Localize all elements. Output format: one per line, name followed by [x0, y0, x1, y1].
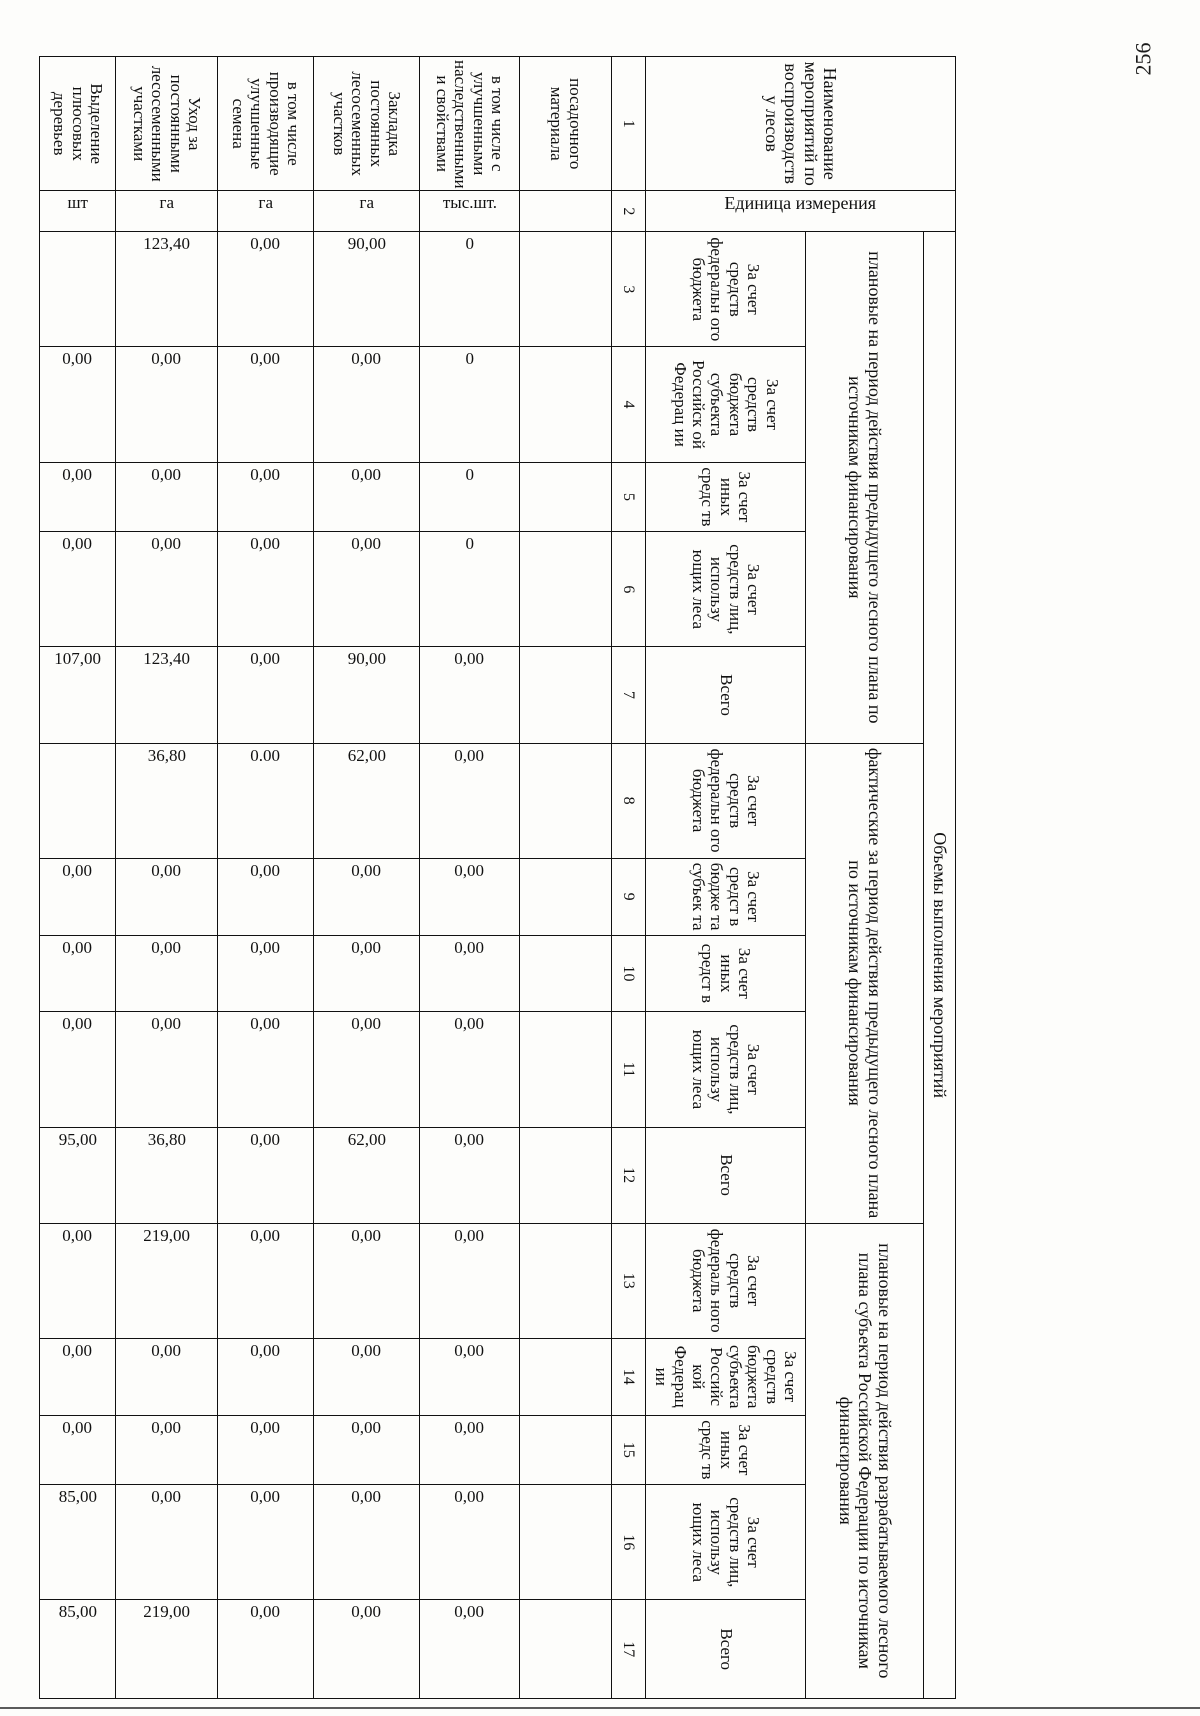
row-value-cell [314, 1223, 420, 1338]
header-fact-col: За счет иных средст в [646, 935, 806, 1012]
row-value-cell [116, 1600, 218, 1699]
row-value-cell [314, 462, 420, 532]
row-value: 0,00 [454, 1014, 485, 1034]
row-value-cell [420, 462, 520, 532]
header-unit-col [646, 191, 956, 232]
row-value-cell [420, 347, 520, 462]
column-number: 1 [612, 57, 646, 191]
row-unit-cell [520, 191, 612, 232]
header-prev-col: За счет средств федеральн ого бюджета [646, 232, 806, 347]
table-row [218, 57, 314, 1699]
row-value: 123,40 [143, 234, 190, 254]
row-value-cell [520, 347, 612, 462]
row-value-cell [116, 1012, 218, 1127]
row-value-cell [40, 347, 116, 462]
header-prev-col: За счет средств бюджета субъекта Российск ой Федерац ии [646, 347, 806, 462]
row-value: 0,00 [351, 534, 382, 554]
header-group-fact: фактические за период действия предыдущего лесного плана по источникам финансирования [806, 743, 924, 1223]
row-value: 0,00 [454, 1225, 485, 1245]
row-value-cell [116, 1223, 218, 1338]
row-value: 0,00 [151, 349, 182, 369]
row-value: 0,00 [250, 1417, 281, 1437]
header-new-col: Всего [646, 1600, 806, 1699]
header-unit-label: Единица измерения [724, 193, 877, 214]
row-value: 90,00 [347, 649, 386, 669]
row-value-cell [420, 232, 520, 347]
row-value: 0,00 [454, 860, 485, 880]
row-value: 0,00 [151, 1014, 182, 1034]
row-value-cell [420, 1223, 520, 1338]
row-value: 0,00 [250, 1225, 281, 1245]
column-number: 6 [612, 532, 646, 647]
row-value-cell [40, 532, 116, 647]
row-value-cell [218, 1223, 314, 1338]
row-value-cell [420, 743, 520, 858]
row-value: 0,00 [454, 745, 485, 765]
row-value: 0,00 [250, 1129, 281, 1149]
row-value-cell [420, 1127, 520, 1223]
table-row [314, 57, 420, 1699]
row-value: 0,00 [351, 1487, 382, 1507]
header-prev-col: За счет средств лиц, использу ющих леса [646, 532, 806, 647]
row-unit: шт [67, 193, 88, 213]
row-value-cell [520, 462, 612, 532]
header-fact-col: Всего [646, 1127, 806, 1223]
row-value-cell [218, 462, 314, 532]
row-value-cell [40, 1223, 116, 1338]
row-value-cell [520, 1012, 612, 1127]
table-row [520, 57, 612, 1699]
row-value-cell [520, 743, 612, 858]
row-value-cell [116, 532, 218, 647]
row-value-cell [40, 1338, 116, 1415]
row-value: 0,00 [151, 534, 182, 554]
row-value-cell [218, 1338, 314, 1415]
row-value-cell [116, 647, 218, 743]
table-row [420, 57, 520, 1699]
row-unit: га [258, 193, 273, 213]
row-value-cell [116, 1485, 218, 1600]
row-value: 0,00 [250, 1487, 281, 1507]
row-unit-cell [40, 191, 116, 232]
row-value-cell [116, 1338, 218, 1415]
row-value: 219,00 [143, 1225, 190, 1245]
row-value-cell [218, 1485, 314, 1600]
row-value-cell [420, 858, 520, 935]
header-fact-col: За счет средст в бюдже та субъек та [646, 858, 806, 935]
row-measure-name: в том числе с улучшенными наследственными и свойствами [420, 57, 520, 191]
row-unit-cell [116, 191, 218, 232]
row-value: 0,00 [454, 1602, 485, 1622]
row-value: 0,00 [454, 1340, 485, 1360]
header-new-col: За счет средств бюджета субъекта Российс кой Федерац ии [646, 1338, 806, 1415]
row-value: 0,00 [250, 649, 281, 669]
row-value-cell [520, 232, 612, 347]
row-value-cell [314, 1600, 420, 1699]
row-value-cell [314, 532, 420, 647]
row-value: 0,00 [351, 1225, 382, 1245]
row-value-cell [520, 1415, 612, 1485]
column-number: 9 [612, 858, 646, 935]
row-value-cell [420, 1012, 520, 1127]
row-value: 36,80 [147, 745, 186, 765]
row-value-cell [314, 232, 420, 347]
row-value-cell [420, 1415, 520, 1485]
row-unit: га [159, 193, 174, 213]
page-number: 256 [1130, 42, 1156, 76]
row-value: 0,00 [250, 534, 281, 554]
row-value-cell [116, 935, 218, 1012]
row-value-cell [116, 743, 218, 858]
row-value-cell [314, 1415, 420, 1485]
row-value-cell [314, 1127, 420, 1223]
row-value: 0,00 [151, 1417, 182, 1437]
row-value-cell [520, 1338, 612, 1415]
row-value-cell [314, 743, 420, 858]
row-value-cell [520, 1600, 612, 1699]
row-value-cell [520, 647, 612, 743]
row-value: 0,00 [250, 860, 281, 880]
row-value: 0,00 [351, 464, 382, 484]
row-value-cell [314, 1012, 420, 1127]
row-value: 0,00 [351, 1014, 382, 1034]
row-value: 85,00 [58, 1487, 97, 1507]
column-number: 8 [612, 743, 646, 858]
row-value-cell [40, 647, 116, 743]
measures-table [39, 56, 956, 1699]
column-number: 4 [612, 347, 646, 462]
column-number: 7 [612, 647, 646, 743]
row-value-cell [40, 1485, 116, 1600]
row-value-cell [520, 1485, 612, 1600]
row-value-cell [314, 647, 420, 743]
row-value-cell [218, 1415, 314, 1485]
row-value-cell [520, 858, 612, 935]
row-value: 95,00 [58, 1129, 97, 1149]
column-number: 12 [612, 1127, 646, 1223]
column-number: 10 [612, 935, 646, 1012]
row-value: 219,00 [143, 1602, 190, 1622]
column-index-row [612, 57, 646, 1699]
row-unit-cell [314, 191, 420, 232]
row-measure-name: Закладка постоянных лесосеменных участков [314, 57, 420, 191]
row-value: 0,00 [351, 349, 382, 369]
row-value-cell [218, 858, 314, 935]
row-unit-cell [420, 191, 520, 232]
row-value: 0,00 [351, 1602, 382, 1622]
column-number: 2 [612, 191, 646, 232]
header-new-col: За счет средств лиц, использу ющих леса [646, 1485, 806, 1600]
row-value-cell [420, 1485, 520, 1600]
table-row [116, 57, 218, 1699]
header-fact-col: За счет средств лиц, использу ющих леса [646, 1012, 806, 1127]
row-value: 0,00 [151, 1487, 182, 1507]
row-value: 0,00 [62, 860, 93, 880]
row-value: 0,00 [454, 1417, 485, 1437]
row-value-cell [40, 1600, 116, 1699]
header-prev-col: За счет иных средс тв [646, 462, 806, 532]
row-value: 0,00 [454, 649, 485, 669]
row-value: 0,00 [250, 234, 281, 254]
row-value: 0,00 [62, 534, 93, 554]
row-value: 0 [465, 464, 474, 484]
row-value: 0,00 [250, 1014, 281, 1034]
column-number: 16 [612, 1485, 646, 1600]
column-number: 17 [612, 1600, 646, 1699]
header-group-new-plan: плановые на период действия разрабатываемого лесного плана субъекта Российской Федерации по источникам финансирования [806, 1223, 924, 1698]
row-unit: тыс.шт. [442, 193, 497, 213]
row-value-cell [116, 462, 218, 532]
row-value-cell [218, 232, 314, 347]
row-value-cell [420, 647, 520, 743]
row-value: 0,00 [62, 1225, 93, 1245]
column-number: 14 [612, 1338, 646, 1415]
row-value: 0,00 [151, 1340, 182, 1360]
row-value: 0,00 [62, 937, 93, 957]
row-value: 0,00 [250, 1602, 281, 1622]
header-new-col: За счет иных средс тв [646, 1415, 806, 1485]
row-value-cell [218, 347, 314, 462]
row-value: 0,00 [454, 1129, 485, 1149]
row-value-cell [314, 1485, 420, 1600]
row-value-cell [218, 743, 314, 858]
row-value: 0,00 [62, 1014, 93, 1034]
row-value-cell [218, 1012, 314, 1127]
row-measure-name: посадочного материала [520, 57, 612, 191]
row-value-cell [116, 1127, 218, 1223]
column-number: 3 [612, 232, 646, 347]
row-value: 123,40 [143, 649, 190, 669]
row-value: 36,80 [147, 1129, 186, 1149]
row-value-cell [314, 347, 420, 462]
row-value-cell [116, 232, 218, 347]
column-number: 5 [612, 462, 646, 532]
row-value-cell [40, 935, 116, 1012]
row-value-cell [520, 1127, 612, 1223]
row-value-cell [218, 1127, 314, 1223]
row-value-cell [520, 935, 612, 1012]
row-value: 85,00 [58, 1602, 97, 1622]
row-value-cell [420, 1600, 520, 1699]
row-value: 0,00 [351, 1340, 382, 1360]
row-value: 0,00 [250, 464, 281, 484]
row-value-cell [40, 1415, 116, 1485]
row-value-cell [40, 462, 116, 532]
row-value: 0,00 [250, 349, 281, 369]
row-value: 0.00 [250, 745, 281, 765]
header-prev-col: Всего [646, 647, 806, 743]
row-value: 0,00 [151, 937, 182, 957]
row-value: 107,00 [54, 649, 101, 669]
row-value-cell [116, 347, 218, 462]
row-value-cell [40, 232, 116, 347]
row-value: 0,00 [62, 349, 93, 369]
header-new-col: За счет средств федераль ного бюджета [646, 1223, 806, 1338]
row-value-cell [314, 858, 420, 935]
row-value-cell [116, 1415, 218, 1485]
row-unit: га [359, 193, 374, 213]
row-value: 0,00 [151, 860, 182, 880]
row-value-cell [520, 1223, 612, 1338]
column-number: 11 [612, 1012, 646, 1127]
row-value: 90,00 [347, 234, 386, 254]
row-value-cell [40, 1012, 116, 1127]
row-value-cell [40, 858, 116, 935]
row-value-cell [218, 532, 314, 647]
row-unit-cell [218, 191, 314, 232]
row-value: 0,00 [351, 860, 382, 880]
row-value: 0,00 [454, 1487, 485, 1507]
row-value-cell [218, 647, 314, 743]
row-measure-name: в том числе производящие улучшенные семена [218, 57, 314, 191]
row-value-cell [420, 532, 520, 647]
column-number: 15 [612, 1415, 646, 1485]
row-value: 62,00 [347, 1129, 386, 1149]
column-number: 13 [612, 1223, 646, 1338]
row-value-cell [314, 935, 420, 1012]
row-value-cell [40, 1127, 116, 1223]
row-value-cell [218, 1600, 314, 1699]
row-value-cell [520, 532, 612, 647]
row-value: 0,00 [351, 937, 382, 957]
row-measure-name: Выделение плюсовых деревьев [40, 57, 116, 191]
row-value-cell [218, 935, 314, 1012]
header-name-col: Наименование мероприятий по воспроизводств у лесов [646, 57, 956, 191]
header-fact-col: За счет средств федеральн ого бюджета [646, 743, 806, 858]
row-value: 0,00 [250, 1340, 281, 1360]
row-value: 0,00 [151, 464, 182, 484]
row-value-cell [40, 743, 116, 858]
row-value: 62,00 [347, 745, 386, 765]
row-value: 0,00 [62, 1340, 93, 1360]
row-value: 0 [465, 234, 474, 254]
row-value: 0,00 [250, 937, 281, 957]
row-value: 0,00 [454, 937, 485, 957]
row-value: 0 [465, 534, 474, 554]
table-row [40, 57, 116, 1699]
scan-edge-line [0, 1707, 1200, 1709]
row-value: 0,00 [62, 464, 93, 484]
header-group-prev-plan: плановые на период действия предыдущего лесного плана по источникам финансирования [806, 232, 924, 743]
row-value: 0,00 [62, 1417, 93, 1437]
row-value-cell [420, 1338, 520, 1415]
header-volumes: Объемы выполнения мероприятий [924, 232, 956, 1699]
row-value-cell [420, 935, 520, 1012]
table-body [40, 57, 612, 1699]
row-value: 0 [465, 349, 474, 369]
row-value-cell [116, 858, 218, 935]
row-measure-name: Уход за постоянными лесосеменными участками [116, 57, 218, 191]
row-value-cell [314, 1338, 420, 1415]
row-value: 0,00 [351, 1417, 382, 1437]
